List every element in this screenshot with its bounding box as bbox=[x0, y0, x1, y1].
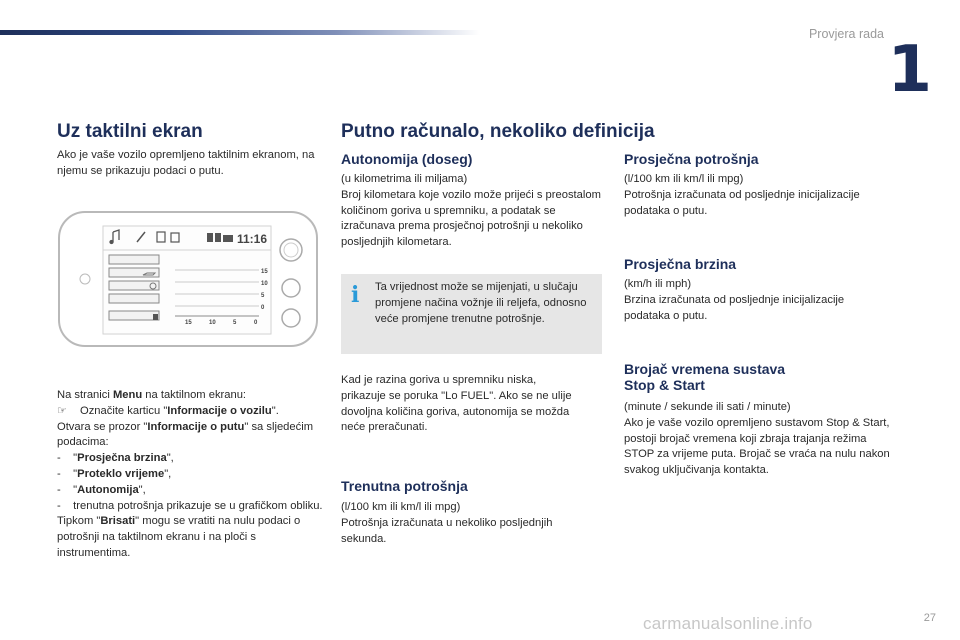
touchscreen-intro: Ako je vaše vozilo opremljeno taktilnim ekranom, na njemu se prikazuju podaci o putu. bbox=[57, 149, 315, 177]
trip-tab-1 bbox=[109, 255, 159, 264]
chart-x-label: 10 bbox=[209, 320, 216, 326]
average-speed-text: (km/h ili mph) Brzina izračunata od posljednje inicijalizacije podataka o putu. bbox=[624, 278, 845, 322]
stop-start-text: (minute / sekunde ili sati / minute) Ako je vaše vozilo opremljeno sustavom Stop & Start, postoji brojač vremena koji zbraja trajanja režima STOP za vrijeme puta. Brojač se vraća na nulu nakon svakog uključivanja kontakta. bbox=[624, 401, 890, 477]
touchscreen-instructions: Na stranici Menu na taktilnom ekranu: ☞ Označite karticu "Informacije o vozilu". Otvara se prozor "Informacije o putu" sa sljedećim podacima: - "Prosječna brzina", - "Proteklo vrijeme", - "Autonomija", - trenutna potrošnja prikazuje se u grafičkom obliku. Tipkom "Brisati" mogu se vratiti na nulu podaci o potrošnji na taktilnom ekranu i na ploči s instrumentima. bbox=[57, 389, 323, 559]
chart-scale-label: 15 bbox=[261, 269, 268, 275]
trip-tab-5 bbox=[109, 311, 159, 320]
instant-consumption-text: (l/100 km ili km/l ili mpg) Potrošnja izračunata u nekoliko posljednjih sekunda. bbox=[341, 501, 553, 545]
page-number: 27 bbox=[923, 612, 936, 624]
section-title: Provjera rada bbox=[808, 27, 884, 41]
info-text: Ta vrijednost može se mijenjati, u slučaju promjene načina vožnje ili reljefa, odnosno veće promjene trenutne potrošnje. bbox=[375, 281, 587, 325]
info-box bbox=[341, 274, 602, 354]
chapter-number: 1 bbox=[887, 33, 932, 107]
touchscreen-illustration bbox=[57, 210, 319, 348]
average-speed-heading: Prosječna brzina bbox=[624, 256, 737, 272]
reset-button-label: Brisati bbox=[100, 515, 136, 528]
autonomy-heading: Autonomija (doseg) bbox=[341, 151, 473, 167]
vehicle-info-tab-label: Informacije o vozilu bbox=[167, 404, 272, 417]
chart-scale-label: 0 bbox=[261, 305, 265, 311]
stop-start-heading: Brojač vremena sustava Stop & Start bbox=[624, 361, 786, 393]
watermark: carmanualsonline.info bbox=[643, 614, 813, 633]
chart-x-label: 15 bbox=[185, 320, 192, 326]
trip-tab-4 bbox=[109, 294, 159, 303]
consumption-icon bbox=[153, 314, 158, 320]
chart-x-label: 0 bbox=[254, 320, 258, 326]
average-consumption-heading: Prosječna potrošnja bbox=[624, 151, 759, 167]
low-fuel-text: Kad je razina goriva u spremniku niska, prikazuje se poruka "Lo FUEL". Ako se ne ulije dovoljna količina goriva, autonomija se možda neće preračunati. bbox=[341, 374, 572, 434]
average-consumption-text: (l/100 km ili km/l ili mpg) Potrošnja izračunata od posljednje inicijalizacije podataka o putu. bbox=[624, 173, 860, 217]
chart-scale-label: 5 bbox=[261, 293, 265, 299]
chart-scale-label: 10 bbox=[261, 281, 268, 287]
touchscreen-title: Uz taktilni ekran bbox=[57, 121, 203, 142]
trip-info-window-label: Informacije o putu bbox=[147, 420, 245, 433]
trip-computer-title: Putno računalo, nekoliko definicija bbox=[341, 121, 655, 142]
chart-x-label: 5 bbox=[233, 320, 237, 326]
info-icon: i bbox=[351, 282, 360, 308]
autonomy-text: (u kilometrima ili miljama) Broj kilometara koje vozilo može prijeći s preostalom količinom goriva u spremniku, a podatak se izračunava prema prosječnoj potrošnji u nekoliko posljednjih kilometara. bbox=[341, 173, 601, 249]
clock-time: 11:16 bbox=[237, 232, 268, 246]
instant-consumption-heading: Trenutna potrošnja bbox=[341, 478, 468, 494]
header-accent-bar bbox=[0, 30, 480, 35]
